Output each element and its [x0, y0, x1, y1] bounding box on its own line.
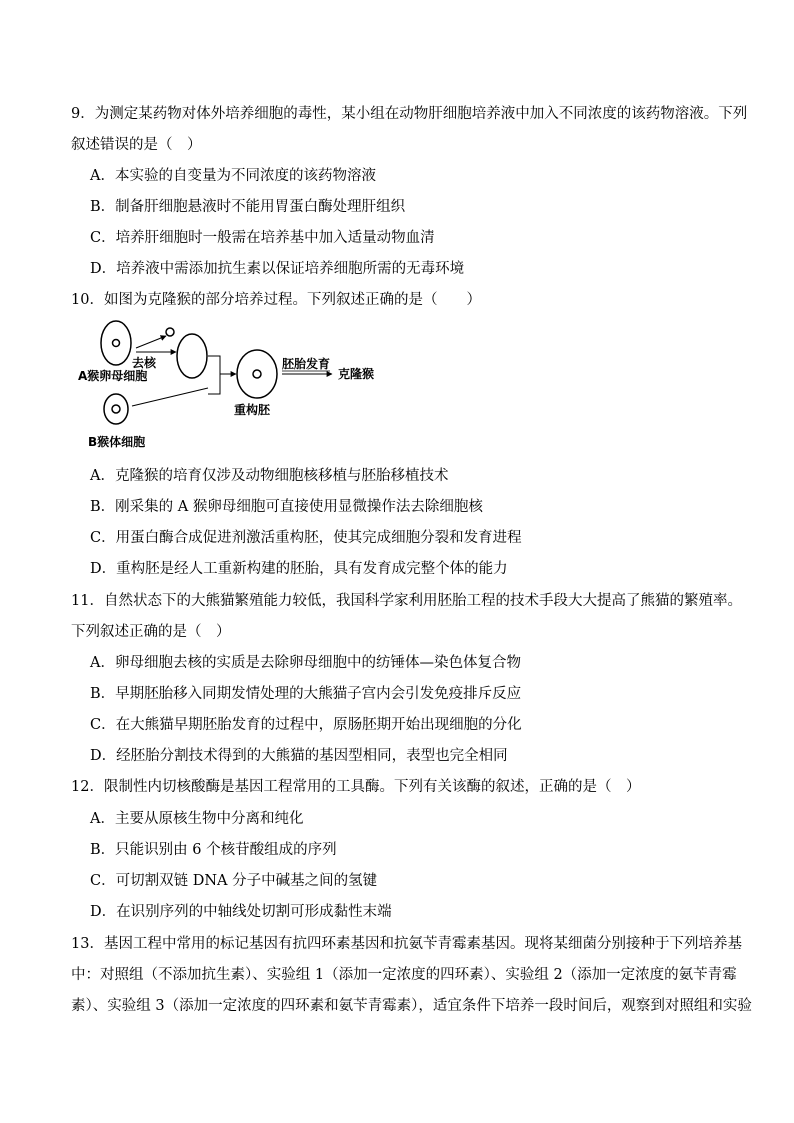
clone-monkey-diagram — [70, 318, 400, 452]
question-stem: 11．自然状态下的大熊猫繁殖能力较低，我国科学家利用胚胎工程的技术手段大大提高了熊猫的繁殖率。 — [71, 593, 742, 609]
option-b: B．只能识别由 6 个核苷酸组成的序列 — [90, 842, 337, 858]
option-a: A．克隆猴的培育仅涉及动物细胞核移植与胚胎移植技术 — [90, 468, 449, 484]
question-stem: 10．如图为克隆猴的部分培养过程。下列叙述正确的是（ ） — [71, 292, 481, 308]
label-a-oocyte: A猴卵母细胞 — [78, 369, 148, 383]
option-a: A．本实验的自变量为不同浓度的该药物溶液 — [90, 168, 376, 184]
question-stem: 9．为测定某药物对体外培养细胞的毒性，某小组在动物肝细胞培养液中加入不同浓度的该药物溶液。下列 — [71, 106, 748, 122]
question-stem: 中：对照组（不添加抗生素）、实验组 1（添加一定浓度的四环素）、实验组 2（添加一定浓度的氨苄青霉 — [71, 967, 737, 983]
b-somatic-nucleus — [112, 405, 120, 413]
label-remove-nucleus: 去核 — [132, 356, 157, 370]
a-oocyte-nucleus — [113, 340, 120, 347]
option-b: B．制备肝细胞悬液时不能用胃蛋白酶处理肝组织 — [90, 199, 406, 215]
arrow-b-cell — [132, 388, 208, 406]
option-c: C．用蛋白酶合成促进剂激活重构胚，使其完成细胞分裂和发育进程 — [90, 530, 522, 546]
question-stem: 12．限制性内切核酸酶是基因工程常用的工具酶。下列有关该酶的叙述，正确的是（ ） — [71, 779, 641, 795]
question-stem: 13．基因工程中常用的标记基因有抗四环素基因和抗氨苄青霉素基因。现将某细菌分别接种于下列培养基 — [71, 936, 742, 952]
option-b: B．早期胚胎移入同期发情处理的大熊猫子宫内会引发免疫排斥反应 — [90, 686, 522, 702]
option-b: B．刚采集的 A 猴卵母细胞可直接使用显微操作法去除细胞核 — [90, 499, 483, 515]
option-d: D．经胚胎分割技术得到的大熊猫的基因型相同，表型也完全相同 — [90, 748, 508, 764]
option-a: A．卵母细胞去核的实质是去除卵母细胞中的纺锤体—染色体复合物 — [90, 655, 521, 671]
b-somatic-cell — [104, 394, 128, 424]
bracket — [208, 356, 220, 394]
question-stem: 素）、实验组 3（添加一定浓度的四环素和氨苄青霉素），适宜条件下培养一段时间后，观察到对照组和实验 — [71, 998, 752, 1014]
option-d: D．重构胚是经人工重新构建的胚胎，具有发育成完整个体的能力 — [90, 561, 508, 577]
option-c: C．可切割双链 DNA 分子中碱基之间的氢键 — [90, 873, 378, 889]
question-stem: 叙述错误的是（ ） — [71, 137, 202, 153]
a-oocyte-cell — [101, 321, 131, 365]
option-a: A．主要从原核生物中分离和纯化 — [90, 811, 304, 827]
enucleated-oocyte — [177, 334, 207, 378]
option-c: C．培养肝细胞时一般需在培养基中加入适量动物血清 — [90, 230, 435, 246]
label-reconstructed: 重构胚 — [234, 403, 271, 417]
option-d: D．在识别序列的中轴线处切割可形成黏性末端 — [90, 904, 392, 920]
arrow-to-removed-nucleus — [136, 336, 166, 348]
option-d: D．培养液中需添加抗生素以保证培养细胞所需的无毒环境 — [90, 261, 465, 277]
option-c: C．在大熊猫早期胚胎发育的过程中，原肠胚期开始出现细胞的分化 — [90, 717, 522, 733]
label-b-cell: B猴体细胞 — [88, 435, 146, 449]
embryo-nucleus — [253, 370, 261, 378]
removed-nucleus — [166, 328, 174, 336]
reconstructed-embryo — [237, 350, 277, 398]
label-embryo-dev: 胚胎发育 — [282, 357, 331, 371]
question-stem: 下列叙述正确的是（ ） — [71, 624, 231, 640]
label-clone: 克隆猴 — [338, 367, 375, 381]
